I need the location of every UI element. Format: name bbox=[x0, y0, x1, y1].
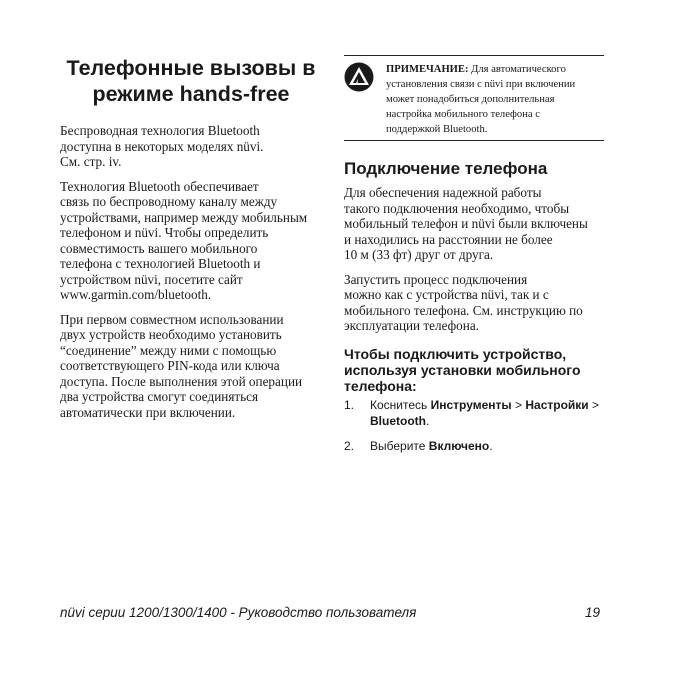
step-end: . bbox=[426, 413, 430, 428]
procedure-heading bbox=[344, 346, 604, 394]
url-text-line: www.garmin.com/bluetooth. bbox=[60, 287, 212, 302]
text-line: автоматически при включении. bbox=[60, 404, 236, 420]
right-column bbox=[344, 55, 604, 463]
text-line: связь по беспроводному каналу между bbox=[60, 194, 278, 209]
step-text: Коснитесь bbox=[370, 397, 431, 412]
text-line: мобильный телефон и nüvi были включены bbox=[344, 216, 588, 231]
text-line: соответствующего PIN-кода или ключа bbox=[60, 358, 280, 373]
text-line: При первом совместном использовании bbox=[60, 311, 284, 327]
text-line: доступа. После выполнения этой операции bbox=[60, 373, 303, 389]
note-label: ПРИМЕЧАНИЕ: bbox=[386, 64, 469, 75]
note-warning-icon bbox=[344, 62, 374, 92]
menu-item-tools: Инструменты bbox=[430, 397, 512, 412]
text-line: такого подключения необходимо, чтобы bbox=[344, 200, 570, 216]
left-column bbox=[60, 55, 322, 429]
text-line: мобильного телефона. См. инструкцию по bbox=[344, 302, 583, 318]
text-line: и находились на расстоянии не более bbox=[344, 231, 553, 247]
text-line: См. стр. iv. bbox=[60, 154, 122, 169]
text-line: 10 м (33 фт) друг от друга. bbox=[344, 247, 494, 262]
text-line: Беспроводная технология Bluetooth bbox=[60, 123, 260, 138]
step-item bbox=[344, 397, 604, 429]
option-enabled: Включено bbox=[428, 438, 490, 453]
note-first-line-rest: Для автоматического bbox=[468, 64, 566, 75]
text-line: настройка мобильного телефона с bbox=[386, 109, 540, 120]
text-line: совместимость вашего мобильного bbox=[60, 240, 258, 256]
text-line: Запустить процесс подключения bbox=[344, 271, 528, 287]
text-line: “соединение” между ними с помощью bbox=[60, 342, 277, 358]
text-line: устройствами, например между мобильным bbox=[60, 209, 308, 225]
title-line: Телефонные вызовы в bbox=[66, 56, 316, 80]
text-line: устройством nüvi, посетите сайт bbox=[60, 271, 243, 287]
heading-line: используя установки мобильного bbox=[344, 361, 581, 378]
note-box bbox=[344, 55, 604, 141]
heading-line: Чтобы подключить устройство, bbox=[344, 345, 567, 362]
step-item bbox=[344, 438, 604, 454]
connection-paragraph bbox=[344, 185, 604, 263]
text-line: телефоном и nüvi. Чтобы определить bbox=[60, 225, 269, 240]
step-end: . bbox=[489, 438, 493, 453]
text-line: можно как с устройства nüvi, так и с bbox=[344, 287, 549, 302]
step-text: Выберите bbox=[370, 438, 429, 453]
step-number: 1. bbox=[344, 397, 355, 412]
text-line: может понадобиться дополнительная bbox=[386, 94, 555, 105]
page-number: 19 bbox=[584, 605, 600, 620]
text-line: установления связи с nüvi при включении bbox=[386, 79, 576, 90]
text-line: Для обеспечения надежной работы bbox=[344, 185, 542, 200]
step-number: 2. bbox=[344, 438, 355, 453]
heading-line: телефона: bbox=[344, 377, 417, 394]
section-title: Подключение телефона bbox=[344, 159, 548, 178]
page-title bbox=[60, 55, 322, 107]
text-line: поддержкой Bluetooth. bbox=[386, 124, 488, 135]
intro-paragraph bbox=[60, 123, 322, 170]
text-line: телефона с технологией Bluetooth и bbox=[60, 256, 261, 271]
note-text bbox=[386, 62, 604, 137]
bluetooth-paragraph bbox=[60, 179, 322, 303]
steps-list bbox=[344, 397, 604, 454]
title-line: режиме hands-free bbox=[92, 82, 290, 106]
note-first-line bbox=[386, 62, 604, 77]
text-line: эксплуатации телефона. bbox=[344, 318, 479, 333]
text-line: доступна в некоторых моделях nüvi. bbox=[60, 138, 264, 154]
separator: > bbox=[588, 397, 600, 412]
footer-manual-title: nüvi серии 1200/1300/1400 - Руководство пользователя bbox=[60, 605, 417, 620]
text-line: два устройства смогут соединяться bbox=[60, 389, 259, 404]
pairing-paragraph bbox=[60, 312, 322, 421]
text-line: Технология Bluetooth обеспечивает bbox=[60, 178, 259, 194]
menu-item-settings: Настройки bbox=[525, 397, 589, 412]
separator: > bbox=[511, 397, 526, 412]
start-pairing-paragraph bbox=[344, 272, 604, 334]
menu-item-bluetooth: Bluetooth bbox=[370, 413, 426, 428]
text-line: двух устройств необходимо установить bbox=[60, 327, 282, 342]
